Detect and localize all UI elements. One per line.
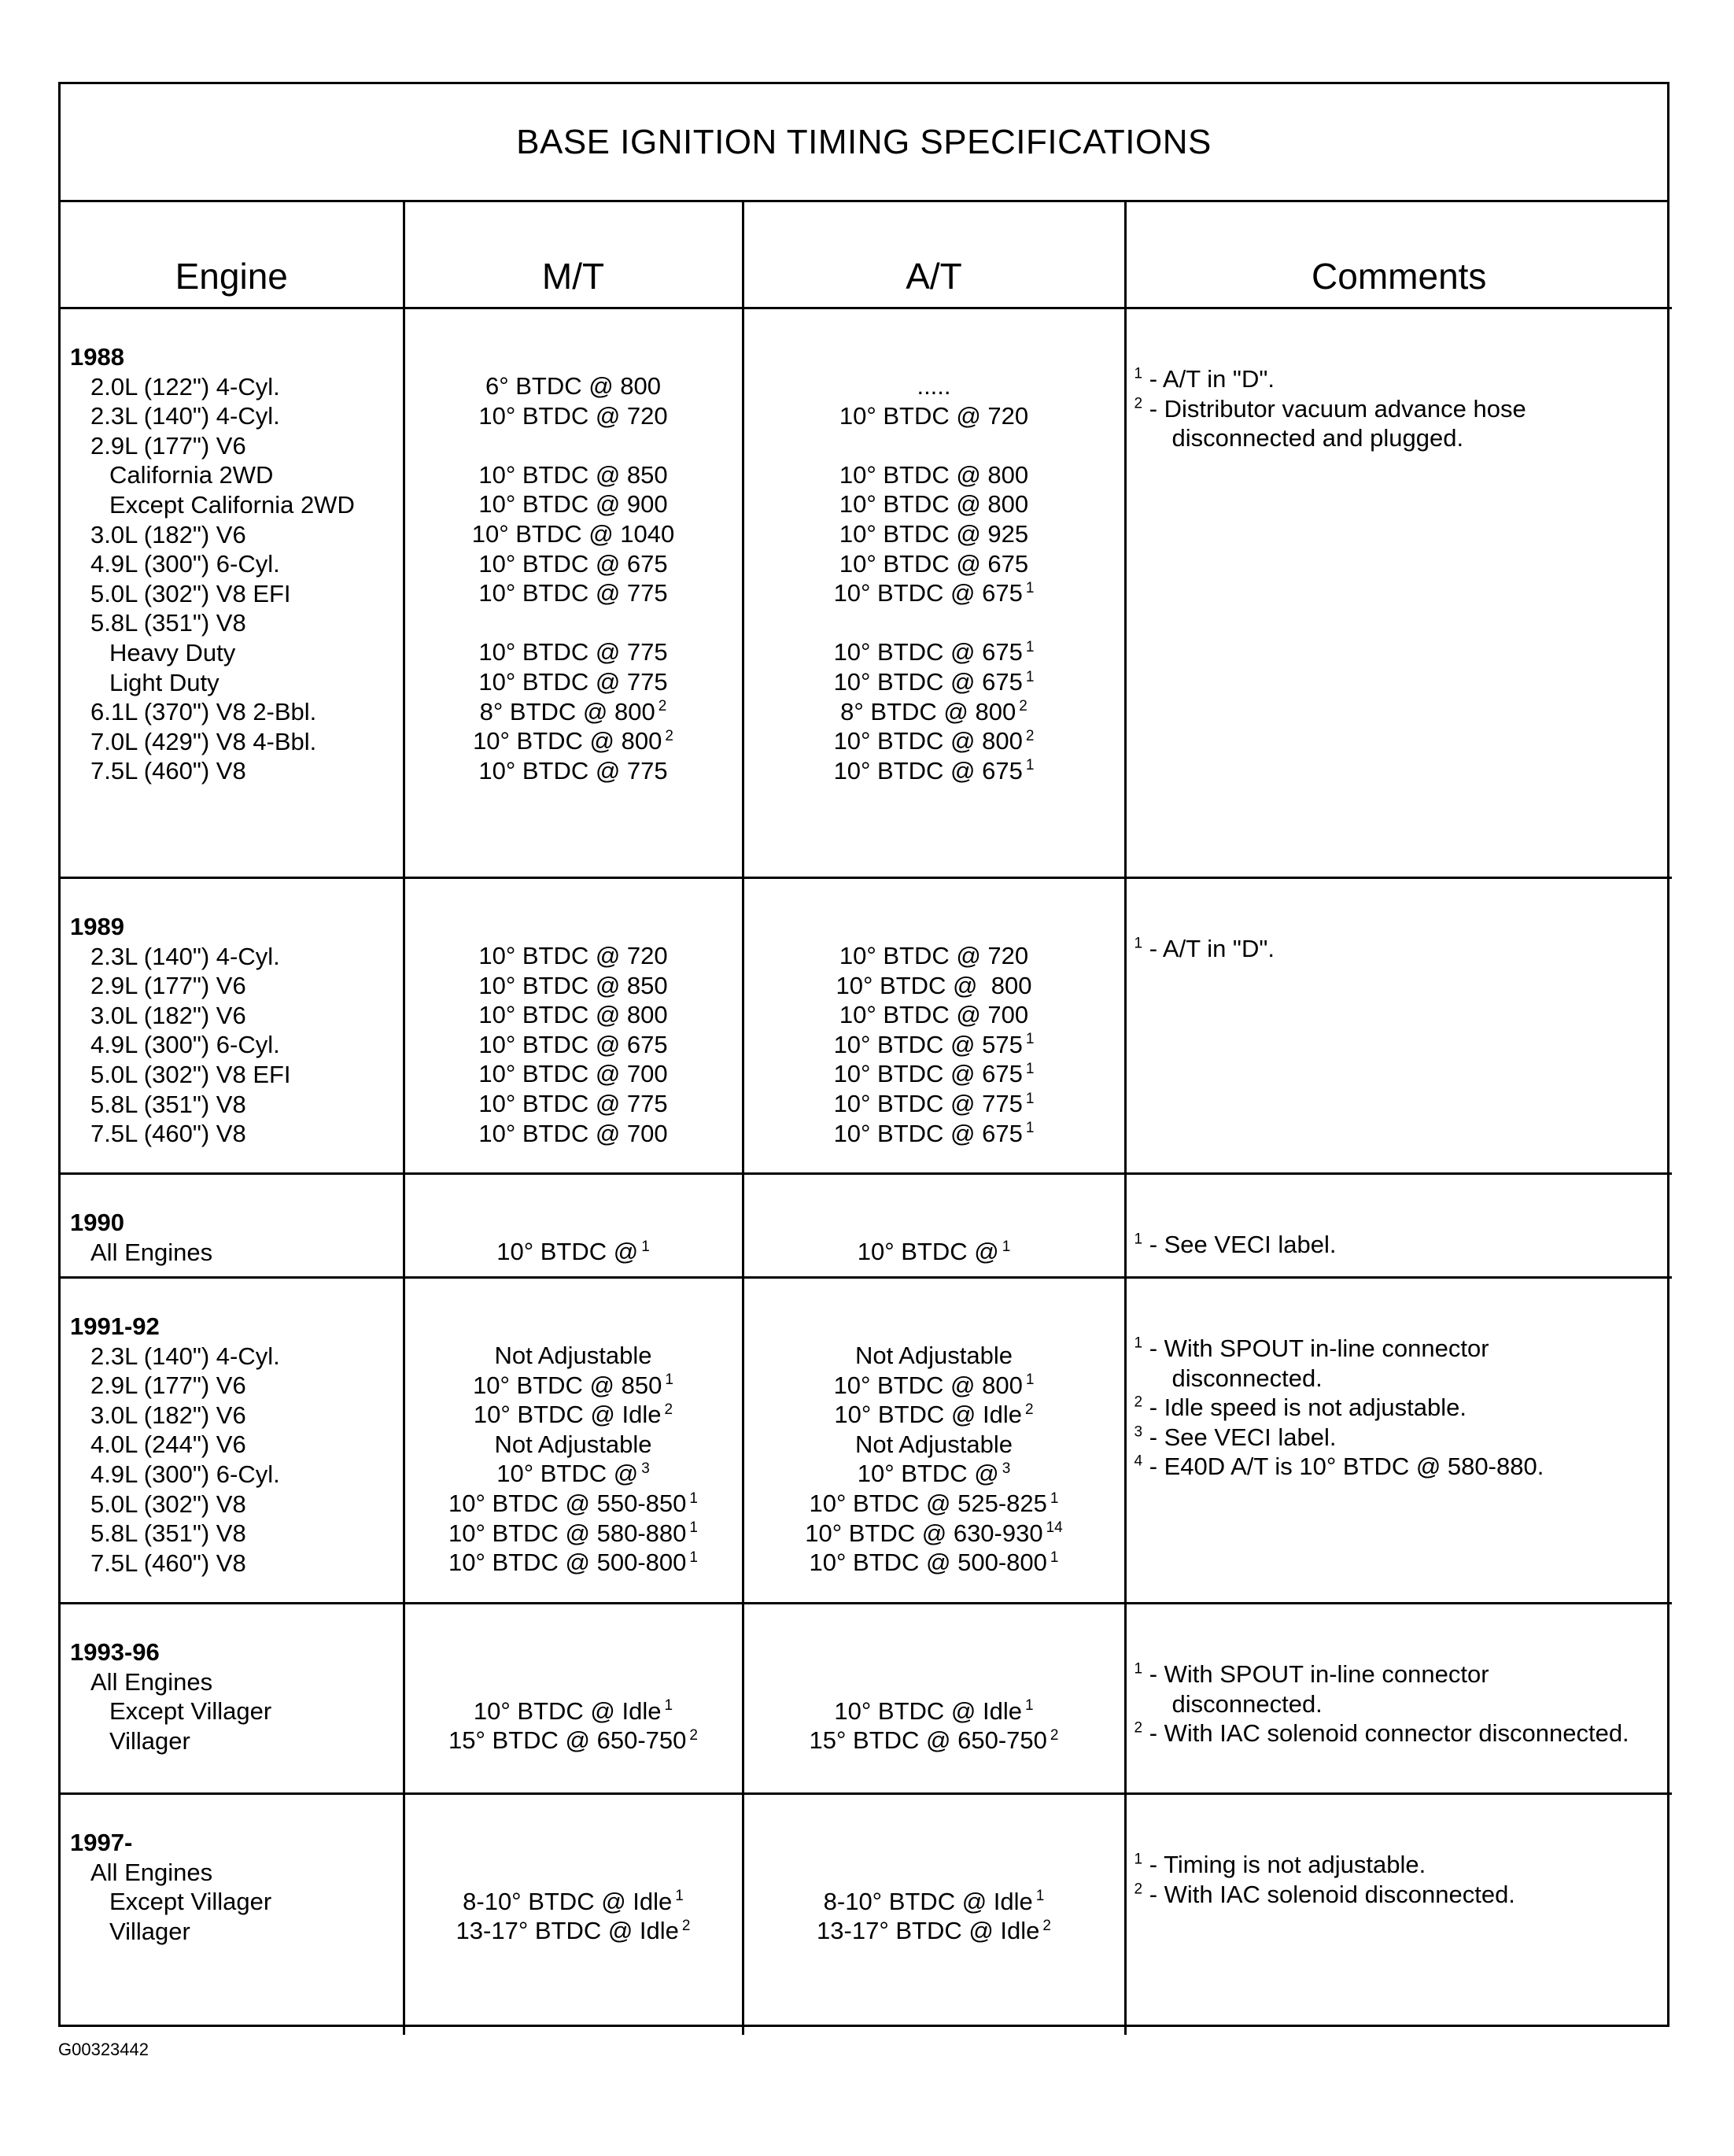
mt-timing-value: 15° BTDC @ 650-750 [448, 1726, 687, 1755]
at-timing-value: 10° BTDC @ 800 [839, 460, 1029, 489]
comments-cell [1125, 1174, 1672, 1278]
comments-cell [1125, 878, 1672, 1174]
mt-timing-value-line [405, 519, 742, 549]
year-section-row [61, 1604, 1672, 1794]
mt-cell [404, 308, 743, 878]
engine-name: 2.9L (177") V6 [90, 431, 246, 460]
at-timing-value-line [744, 756, 1124, 786]
year-section-row [61, 308, 1672, 878]
at-timing-value-line [744, 1726, 1124, 1755]
footnote-text: - E40D A/T is 10° BTDC @ 580-880. [1142, 1453, 1544, 1481]
footnote-number: 2 [1134, 1881, 1143, 1898]
mt-timing-value: 6° BTDC @ 800 [485, 372, 662, 400]
footnote-text: - A/T in "D". [1142, 935, 1275, 962]
at-timing-value-line [744, 1430, 1124, 1460]
at-timing-value-line [744, 1459, 1124, 1489]
engine-name: California 2WD [109, 461, 274, 489]
engine-name: 2.9L (177") V6 [90, 1371, 246, 1400]
mt-timing-value: 10° BTDC @ 775 [478, 579, 668, 607]
engine-name: 2.3L (140") 4-Cyl. [90, 942, 280, 970]
footnote-text: disconnected and plugged. [1171, 424, 1464, 452]
at-timing-value: 10° BTDC @ 800 [839, 490, 1029, 519]
mt-timing-value: 10° BTDC @ 720 [478, 942, 668, 969]
mt-timing-value-line [405, 697, 742, 727]
footnote-number: 1 [1134, 365, 1143, 382]
at-timing-value-line [744, 1916, 1124, 1946]
column-header-engine: Engine [61, 200, 404, 308]
mt-timing-value: 10° BTDC @ 720 [478, 401, 668, 430]
at-timing-value-line [744, 549, 1124, 579]
footnote-text: - With IAC solenoid disconnected. [1142, 1880, 1515, 1908]
footnote-line [1134, 1719, 1673, 1748]
at-timing-value: 10° BTDC @ [857, 1238, 999, 1265]
at-timing-value-line [744, 578, 1124, 608]
at-timing-value: 8° BTDC @ 800 [840, 697, 1016, 725]
footnote-text: disconnected. [1171, 1689, 1323, 1718]
at-cell [743, 1794, 1125, 2035]
engine-name: 4.9L (300") 6-Cyl. [90, 550, 280, 578]
footnote-number: 1 [1134, 935, 1143, 952]
model-year-label: 1990 [70, 1209, 124, 1236]
engine-name: 2.0L (122") 4-Cyl. [90, 372, 280, 401]
footnote-text: - Idle speed is not adjustable. [1142, 1394, 1467, 1422]
mt-timing-value-line [405, 1696, 742, 1726]
page-title: BASE IGNITION TIMING SPECIFICATIONS [61, 84, 1667, 202]
mt-timing-value-line [405, 1430, 742, 1460]
footnote-number: 4 [1134, 1453, 1143, 1471]
mt-timing-value-line [405, 637, 742, 667]
footnote-ref: 1 [1050, 1549, 1059, 1566]
mt-cell [404, 878, 743, 1174]
engine-name: All Engines [90, 1858, 213, 1886]
mt-timing-value: 10° BTDC @ 550-850 [448, 1489, 687, 1517]
mt-timing-value: 10° BTDC @ 500-800 [448, 1549, 687, 1577]
mt-timing-value-line [405, 971, 742, 1001]
engine-name: 5.0L (302") V8 EFI [90, 579, 291, 607]
mt-timing-value-line [405, 756, 742, 786]
mt-timing-value-line [405, 549, 742, 579]
footnote-ref: 1 [689, 1490, 698, 1507]
model-year-label: 1989 [70, 913, 124, 940]
mt-timing-value-line [405, 1237, 742, 1267]
at-timing-value-line [744, 697, 1124, 727]
at-timing-value: 10° BTDC @ Idle [834, 1401, 1022, 1429]
at-timing-value-line [744, 401, 1124, 431]
at-timing-value: 10° BTDC @ 675 [833, 1119, 1023, 1147]
mt-timing-value-line [405, 1887, 742, 1917]
at-timing-value: 10° BTDC @ 720 [839, 401, 1029, 430]
at-timing-value-line [744, 941, 1124, 971]
mt-timing-value: 10° BTDC @ 1040 [471, 519, 675, 548]
at-timing-value-line [744, 1489, 1124, 1519]
footnote-number: 1 [1134, 1851, 1143, 1868]
mt-timing-value-line [405, 401, 742, 431]
mt-timing-value: 10° BTDC @ 850 [478, 971, 668, 999]
footnote-line [1134, 364, 1673, 394]
mt-timing-value: 8° BTDC @ 800 [479, 697, 655, 725]
mt-timing-value-line [405, 1089, 742, 1119]
mt-timing-value: 10° BTDC @ 900 [478, 490, 668, 519]
engine-name: 4.9L (300") 6-Cyl. [90, 1031, 280, 1059]
engine-cell [61, 1278, 404, 1604]
footnote-ref: 2 [1019, 698, 1027, 715]
footnote-ref: 1 [1025, 1090, 1035, 1107]
at-timing-value-line [744, 726, 1124, 756]
at-timing-value-line [744, 1030, 1124, 1060]
at-timing-value: 10° BTDC @ [857, 1460, 999, 1488]
engine-name: 5.0L (302") V8 [90, 1490, 246, 1518]
header-row [61, 200, 1672, 308]
engine-name: 2.9L (177") V6 [90, 972, 246, 1000]
engine-name: 5.8L (351") V8 [90, 1090, 246, 1118]
footnote-line [1134, 1452, 1673, 1482]
footnote-ref: 1 [1025, 1031, 1035, 1048]
mt-timing-value-line [405, 430, 742, 460]
engine-name: 2.3L (140") 4-Cyl. [90, 402, 280, 430]
engine-cell [61, 1174, 404, 1278]
footnote-number: 3 [1134, 1423, 1143, 1441]
footnote-ref: 1 [1035, 1888, 1045, 1905]
at-cell [743, 1174, 1125, 1278]
column-header-at: A/T [743, 200, 1125, 308]
footnote-ref: 3 [1002, 1460, 1011, 1478]
at-timing-value: 10° BTDC @ 675 [833, 756, 1023, 785]
mt-timing-value-line [405, 1000, 742, 1030]
footnote-ref: 1 [1025, 1061, 1035, 1078]
at-timing-value: 10° BTDC @ 700 [839, 1001, 1029, 1029]
mt-timing-value: 10° BTDC @ [496, 1238, 639, 1265]
engine-name: 4.0L (244") V6 [90, 1431, 246, 1459]
engine-name: 5.0L (302") V8 EFI [90, 1060, 291, 1088]
mt-cell [404, 1604, 743, 1794]
at-timing-value: 10° BTDC @ 675 [833, 667, 1023, 696]
at-timing-value-line [744, 519, 1124, 549]
mt-timing-value: 10° BTDC @ Idle [473, 1401, 662, 1429]
at-cell [743, 308, 1125, 878]
footnote-ref: 1 [641, 1238, 650, 1255]
footnote-line [1134, 1423, 1673, 1453]
footnote-ref: 1 [1025, 639, 1035, 656]
at-timing-value: Not Adjustable [855, 1342, 1013, 1369]
at-timing-value-line [744, 1548, 1124, 1578]
footnote-text: - With SPOUT in-line connector [1142, 1335, 1489, 1362]
footnote-line [1134, 1850, 1673, 1880]
engine-name: 5.8L (351") V8 [90, 1519, 246, 1548]
year-section-row [61, 878, 1672, 1174]
at-timing-value: 10° BTDC @ 800 [836, 971, 1032, 999]
mt-timing-value-line [405, 1916, 742, 1946]
column-header-mt: M/T [404, 200, 743, 308]
mt-timing-value-line [405, 1519, 742, 1549]
engine-cell [61, 1794, 404, 2035]
at-timing-value-line [744, 1696, 1124, 1726]
footnote-text: - See VECI label. [1142, 1231, 1337, 1258]
at-timing-value-line [744, 667, 1124, 697]
at-timing-value-line [744, 1857, 1124, 1887]
engine-cell [61, 1604, 404, 1794]
mt-timing-value-line [405, 726, 742, 756]
at-timing-value: 10° BTDC @ 675 [833, 579, 1023, 607]
mt-timing-value-line [405, 578, 742, 608]
table-body [61, 308, 1672, 2035]
at-timing-value-line [744, 460, 1124, 490]
footnote-ref: 2 [1042, 1917, 1051, 1934]
footnote-ref: 1 [665, 1371, 673, 1389]
year-section-row [61, 1174, 1672, 1278]
model-year-label: 1988 [70, 343, 124, 371]
year-section-row [61, 1794, 1672, 2035]
footnote-ref: 1 [1050, 1490, 1059, 1507]
footnote-ref: 1 [689, 1519, 698, 1537]
engine-name: 4.9L (300") 6-Cyl. [90, 1460, 280, 1488]
mt-timing-value: 8-10° BTDC @ Idle [463, 1887, 673, 1915]
timing-spec-table [61, 200, 1672, 2035]
at-timing-value: 10° BTDC @ 800 [833, 727, 1023, 755]
footnote-ref: 1 [1025, 757, 1035, 774]
footnote-text: - Timing is not adjustable. [1142, 1851, 1426, 1878]
footnote-ref: 3 [641, 1460, 650, 1478]
mt-timing-value: 10° BTDC @ [496, 1460, 639, 1488]
model-year-label: 1991-92 [70, 1312, 160, 1340]
at-timing-value: 10° BTDC @ 630-930 [805, 1519, 1043, 1547]
footnote-number: 1 [1134, 1231, 1143, 1248]
footnote-ref: 2 [1050, 1726, 1059, 1744]
mt-cell [404, 1174, 743, 1278]
footnote-number: 1 [1134, 1335, 1143, 1352]
at-timing-value: 10° BTDC @ 675 [839, 549, 1029, 578]
footnote-ref: 1 [1024, 1697, 1034, 1715]
at-timing-value-line [744, 1400, 1124, 1430]
engine-name: 7.5L (460") V8 [90, 757, 246, 785]
model-year-label: 1997- [70, 1829, 133, 1856]
at-timing-value-line [744, 430, 1124, 460]
figure-id: G00323442 [58, 2040, 149, 2059]
mt-timing-value-line [405, 941, 742, 971]
footnote-text: - With IAC solenoid connector disconnected. [1142, 1719, 1629, 1748]
mt-timing-value: 10° BTDC @ 775 [478, 667, 668, 696]
at-timing-value-line [744, 608, 1124, 638]
mt-timing-value: 13-17° BTDC @ Idle [456, 1917, 679, 1945]
at-timing-value: 10° BTDC @ 500-800 [809, 1549, 1047, 1577]
mt-timing-value: 10° BTDC @ 850 [473, 1371, 662, 1399]
footnote-line [1134, 423, 1673, 453]
footnote-text: - Distributor vacuum advance hose [1142, 394, 1526, 423]
footnote-ref: 1 [664, 1697, 673, 1715]
mt-timing-value: 10° BTDC @ Idle [473, 1696, 662, 1725]
engine-name: 3.0L (182") V6 [90, 1001, 246, 1029]
footnote-ref: 2 [664, 1401, 673, 1418]
at-cell [743, 1604, 1125, 1794]
model-year-label: 1993-96 [70, 1638, 160, 1666]
at-timing-value-line [744, 1119, 1124, 1149]
footnote-ref: 1 [1025, 579, 1035, 596]
at-timing-value: Not Adjustable [855, 1430, 1013, 1458]
engine-name: Except California 2WD [109, 490, 355, 519]
footnote-line [1134, 1230, 1673, 1260]
at-timing-value: 10° BTDC @ 675 [833, 1060, 1023, 1088]
at-timing-value: 10° BTDC @ 775 [833, 1089, 1023, 1117]
engine-name: 3.0L (182") V6 [90, 1401, 246, 1429]
mt-timing-value: 10° BTDC @ 775 [478, 1089, 668, 1117]
mt-timing-value: 10° BTDC @ 700 [478, 1119, 668, 1147]
footnote-ref: 2 [681, 1917, 691, 1934]
footnote-ref: 1 [1025, 1371, 1035, 1389]
mt-timing-value-line [405, 608, 742, 638]
mt-timing-value-line [405, 1400, 742, 1430]
mt-timing-value: 10° BTDC @ 775 [478, 638, 668, 666]
at-timing-value: 10° BTDC @ 800 [833, 1371, 1023, 1399]
year-section-row [61, 1278, 1672, 1604]
at-timing-value-line [744, 1000, 1124, 1030]
mt-timing-value-line [405, 1341, 742, 1371]
at-timing-value-line [744, 1341, 1124, 1371]
footnote-line [1134, 1364, 1673, 1394]
mt-timing-value: 10° BTDC @ 800 [473, 727, 662, 755]
at-timing-value: 15° BTDC @ 650-750 [809, 1726, 1047, 1755]
engine-name: Except Villager [109, 1888, 272, 1916]
footnote-line [1134, 1880, 1673, 1910]
at-timing-value: 13-17° BTDC @ Idle [817, 1917, 1040, 1945]
engine-name: Villager [109, 1917, 190, 1945]
at-timing-value: ..... [917, 372, 951, 400]
engine-name: All Engines [90, 1238, 213, 1266]
mt-timing-value-line [405, 1371, 742, 1401]
engine-name: Heavy Duty [109, 638, 236, 666]
mt-timing-value-line [405, 667, 742, 697]
engine-name: Villager [109, 1726, 190, 1755]
engine-name: Except Villager [109, 1697, 272, 1726]
mt-cell [404, 1278, 743, 1604]
comments-cell [1125, 1278, 1672, 1604]
engine-name: All Engines [90, 1667, 213, 1696]
mt-timing-value-line [405, 371, 742, 401]
footnote-ref: 2 [689, 1726, 698, 1744]
mt-timing-value: 10° BTDC @ 580-880 [448, 1519, 687, 1547]
engine-name: 6.1L (370") V8 2-Bbl. [90, 698, 317, 726]
at-timing-value-line [744, 1089, 1124, 1119]
mt-timing-value-line [405, 1726, 742, 1755]
footnote-line [1134, 394, 1673, 424]
engine-name: 7.5L (460") V8 [90, 1549, 246, 1577]
footnote-ref: 2 [1025, 727, 1035, 744]
mt-timing-value: 10° BTDC @ 675 [478, 549, 668, 578]
mt-timing-value: 10° BTDC @ 850 [478, 460, 668, 489]
mt-timing-value-line [405, 489, 742, 519]
footnote-line [1134, 1334, 1673, 1364]
engine-cell [61, 308, 404, 878]
footnote-text: - See VECI label. [1142, 1423, 1337, 1451]
mt-timing-value: 10° BTDC @ 800 [478, 1001, 668, 1029]
mt-timing-value: Not Adjustable [494, 1430, 652, 1458]
footnote-ref: 2 [658, 698, 667, 715]
at-timing-value: 10° BTDC @ Idle [834, 1696, 1022, 1725]
mt-cell [404, 1794, 743, 2035]
mt-timing-value-line [405, 1548, 742, 1578]
engine-name: 5.8L (351") V8 [90, 609, 246, 637]
at-timing-value-line [744, 371, 1124, 401]
at-timing-value: 10° BTDC @ 575 [833, 1030, 1023, 1058]
at-timing-value: 10° BTDC @ 525-825 [809, 1489, 1047, 1517]
footnote-line [1134, 934, 1673, 964]
footnote-number: 2 [1134, 1719, 1143, 1737]
footnote-ref: 2 [1024, 1401, 1034, 1418]
at-timing-value-line [744, 1237, 1124, 1267]
footnote-ref: 1 [675, 1888, 684, 1905]
mt-timing-value-line [405, 460, 742, 490]
at-timing-value-line [744, 1371, 1124, 1401]
column-header-comments: Comments [1125, 200, 1672, 308]
comments-cell [1125, 308, 1672, 878]
mt-timing-value-line [405, 1030, 742, 1060]
engine-name: Light Duty [109, 668, 220, 696]
mt-timing-value: Not Adjustable [494, 1342, 652, 1369]
mt-timing-value: 10° BTDC @ 675 [478, 1030, 668, 1058]
footnote-line [1134, 1393, 1673, 1423]
at-timing-value-line [744, 1519, 1124, 1549]
footnote-number: 2 [1134, 395, 1143, 412]
mt-timing-value-line [405, 1059, 742, 1089]
spec-sheet [58, 82, 1669, 2027]
at-cell [743, 878, 1125, 1174]
footnote-ref: 14 [1046, 1519, 1063, 1537]
footnote-text: disconnected. [1171, 1364, 1323, 1392]
mt-timing-value: 10° BTDC @ 700 [478, 1060, 668, 1088]
footnote-ref: 1 [1025, 668, 1035, 685]
footnote-ref: 2 [665, 727, 673, 744]
at-timing-value: 10° BTDC @ 925 [839, 519, 1029, 548]
comments-cell [1125, 1794, 1672, 2035]
mt-timing-value-line [405, 1119, 742, 1149]
footnote-number: 1 [1134, 1660, 1143, 1678]
mt-timing-value-line [405, 1667, 742, 1696]
footnote-ref: 1 [1002, 1238, 1011, 1255]
footnote-text: - A/T in "D". [1142, 365, 1275, 393]
at-cell [743, 1278, 1125, 1604]
footnote-number: 2 [1134, 1394, 1143, 1411]
mt-timing-value-line [405, 1489, 742, 1519]
mt-timing-value-line [405, 1459, 742, 1489]
comments-cell [1125, 1604, 1672, 1794]
at-timing-value: 10° BTDC @ 720 [839, 942, 1029, 969]
footnote-ref: 1 [689, 1549, 698, 1566]
at-timing-value-line [744, 637, 1124, 667]
engine-name: 3.0L (182") V6 [90, 520, 246, 548]
at-timing-value-line [744, 1887, 1124, 1917]
at-timing-value: 8-10° BTDC @ Idle [823, 1887, 1033, 1915]
mt-timing-value: 10° BTDC @ 775 [478, 756, 668, 785]
engine-name: 7.0L (429") V8 4-Bbl. [90, 727, 317, 755]
engine-name: 7.5L (460") V8 [90, 1120, 246, 1148]
at-timing-value-line [744, 489, 1124, 519]
footnote-ref: 1 [1025, 1120, 1035, 1137]
footnote-line [1134, 1689, 1673, 1719]
footnote-line [1134, 1659, 1673, 1689]
footnote-text: - With SPOUT in-line connector [1142, 1660, 1489, 1688]
at-timing-value-line [744, 971, 1124, 1001]
mt-timing-value-line [405, 1857, 742, 1887]
engine-cell [61, 878, 404, 1174]
at-timing-value-line [744, 1059, 1124, 1089]
at-timing-value-line [744, 1667, 1124, 1696]
engine-name: 2.3L (140") 4-Cyl. [90, 1342, 280, 1370]
at-timing-value: 10° BTDC @ 675 [833, 638, 1023, 666]
